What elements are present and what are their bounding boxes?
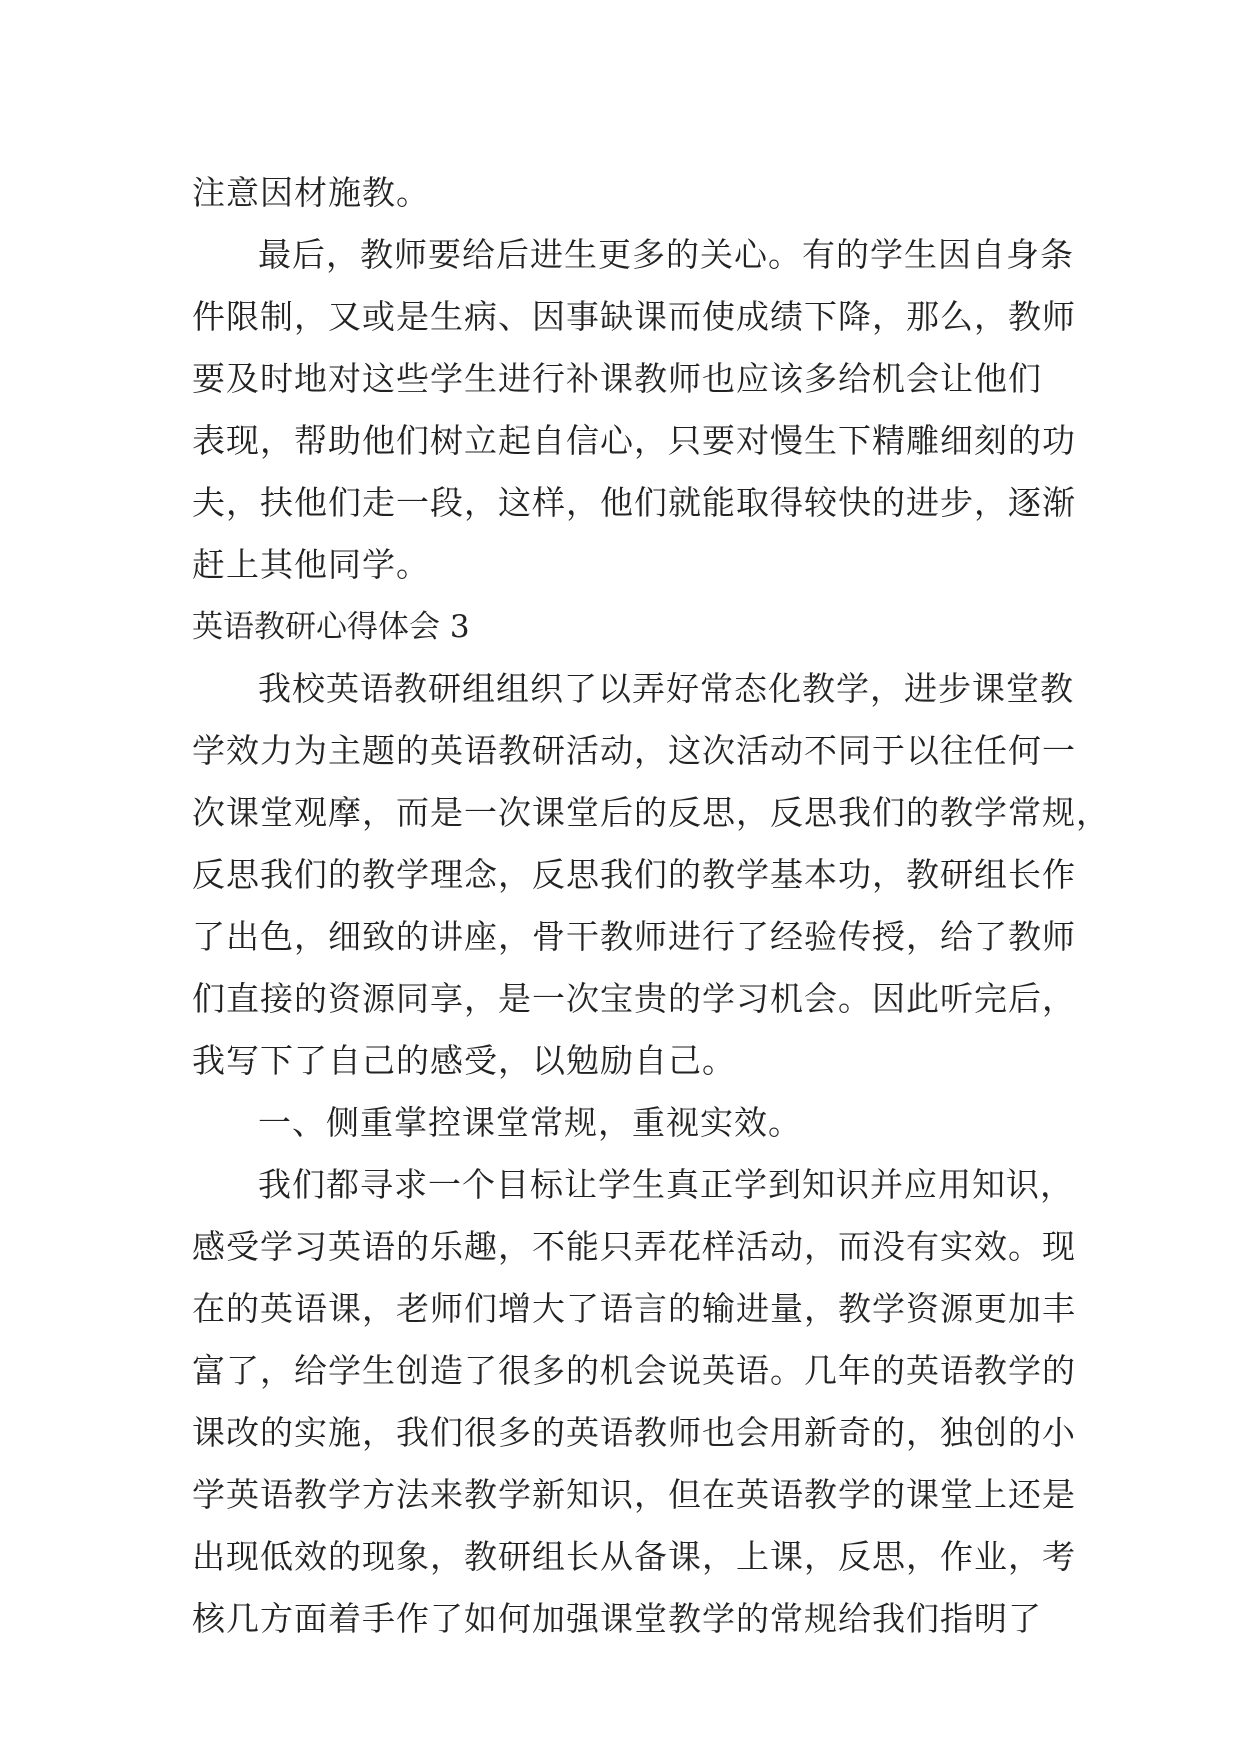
text-line: 了出色，细致的讲座，骨干教师进行了经验传授，给了教师 [192, 917, 1076, 956]
paragraph-start-line: 最后，教师要给后进生更多的关心。有的学生因自身条 [258, 235, 1074, 274]
text-line: 要及时地对这些学生进行补课教师也应该多给机会让他们 [192, 359, 1042, 398]
text-line: 件限制，又或是生病、因事缺课而使成绩下降，那么，教师 [192, 297, 1076, 336]
text-line: 核几方面着手作了如何加强课堂教学的常规给我们指明了 [192, 1599, 1042, 1638]
text-line: 我写下了自己的感受，以勉励自己。 [192, 1041, 736, 1080]
section-heading: 英语教研心得体会 3 [192, 609, 470, 645]
document-body [192, 162, 1110, 1650]
text-line: 赶上其他同学。 [192, 545, 430, 584]
text-line: 学英语教学方法来教学新知识，但在英语教学的课堂上还是 [192, 1475, 1076, 1514]
text-line: 课改的实施，我们很多的英语教师也会用新奇的，独创的小 [192, 1413, 1076, 1452]
text-line: 注意因材施教。 [192, 173, 430, 212]
paragraph-start-line: 我校英语教研组组织了以弄好常态化教学，进步课堂教 [258, 669, 1074, 708]
text-line: 在的英语课，老师们增大了语言的输进量，教学资源更加丰 [192, 1289, 1076, 1328]
text-line: 反思我们的教学理念，反思我们的教学基本功，教研组长作 [192, 855, 1076, 894]
text-line: 出现低效的现象，教研组长从备课，上课，反思，作业，考 [192, 1537, 1076, 1576]
subsection-heading: 一、侧重掌控课堂常规，重视实效。 [258, 1103, 802, 1142]
text-line: 富了，给学生创造了很多的机会说英语。几年的英语教学的 [192, 1351, 1076, 1390]
text-line: 夫，扶他们走一段，这样，他们就能取得较快的进步，逐渐 [192, 483, 1076, 522]
paragraph-start-line: 我们都寻求一个目标让学生真正学到知识并应用知识， [258, 1165, 1074, 1204]
text-line: 学效力为主题的英语教研活动，这次活动不同于以往任何一 [192, 731, 1076, 770]
text-line: 感受学习英语的乐趣，不能只弄花样活动，而没有实效。现 [192, 1227, 1076, 1266]
text-line: 次课堂观摩，而是一次课堂后的反思，反思我们的教学常规， [192, 793, 1110, 832]
text-line: 们直接的资源同享，是一次宝贵的学习机会。因此听完后， [192, 979, 1076, 1018]
text-line: 表现，帮助他们树立起自信心，只要对慢生下精雕细刻的功 [192, 421, 1076, 460]
